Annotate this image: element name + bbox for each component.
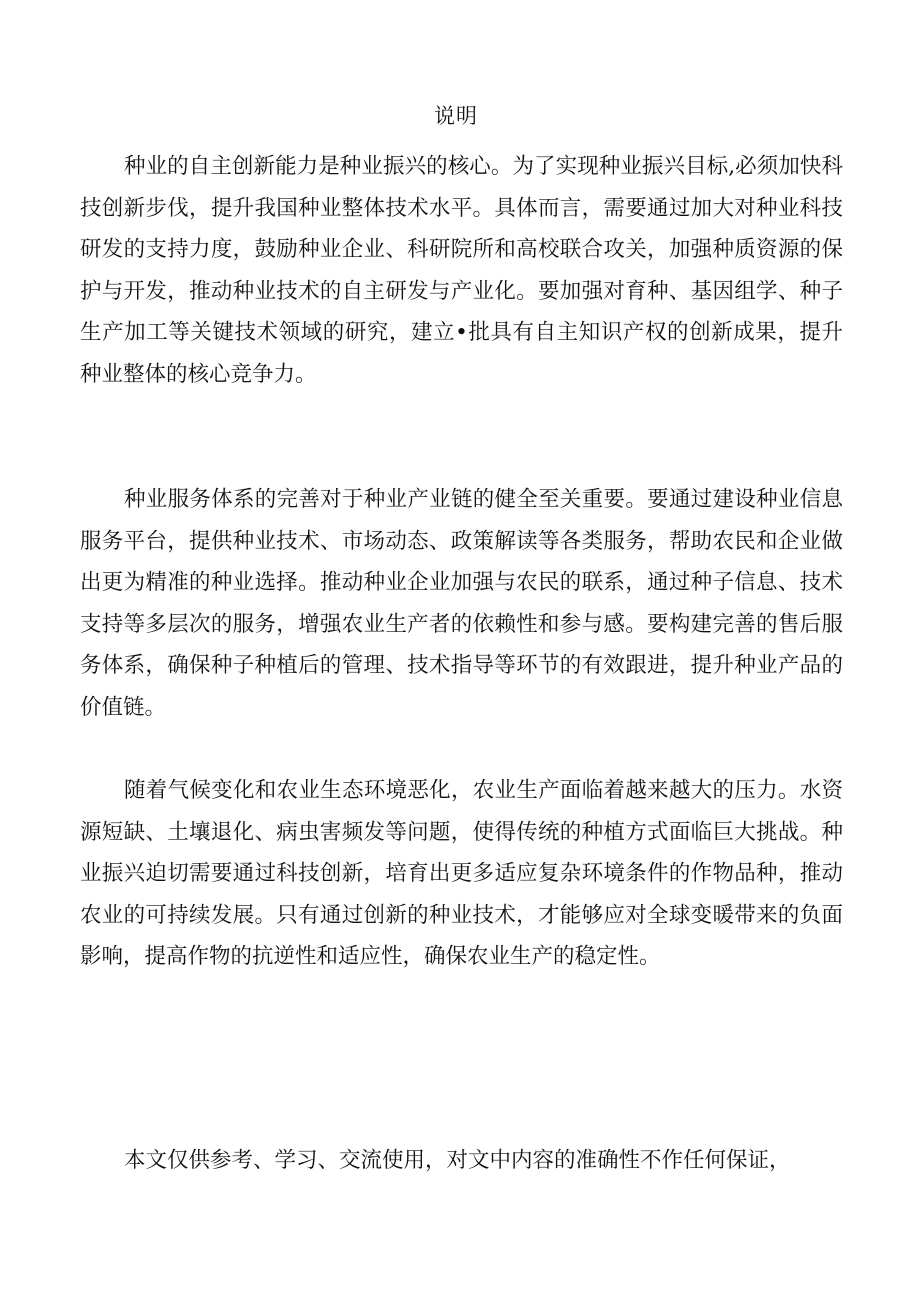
paragraph-service-system: 种业服务体系的完善对于种业产业链的健全至关重要。要通过建设种业信息服务平台，提供种业技术、市场动态、政策解读等各类服务，帮助农民和企业做出更为精准的种业选择。推动种业企业加强与农民的联系，通过种子信息、技术支持等多层次的服务，增强农业生产者的依赖性和参与感。要构建完善的售后服务体系，确保种子种植后的管理、技术指导等环节的有效跟进，提升种业产品的价值链。: [80, 487, 843, 720]
page-title: 说明: [434, 104, 478, 128]
paragraph-innovation: 种业的自主创新能力是种业振兴的核心。为了实现种业振兴目标,必须加快科技创新步伐，提升我国种业整体技术水平。具体而言，需要通过加大对种业科技研发的支持力度，鼓励种业企业、科研院所和高校联合攻关，加强种质资源的保护与开发，推动种业技术的自主研发与产业化。要加强对育种、基因组学、种子生产加工等关键技术领域的研究，建立•批具有自主知识产权的创新成果，提升种业整体的核心竞争力。: [80, 154, 843, 387]
paragraph-climate-pressure: 随着气候变化和农业生态环境恶化，农业生产面临着越来越大的压力。水资源短缺、土壤退化、病虫害频发等问题，使得传统的种植方式面临巨大挑战。种业振兴迫切需要通过科技创新，培育出更多适应复杂环境条件的作物品种，推动农业的可持续发展。只有通过创新的种业技术，才能够应对全球变暖带来的负面影响，提高作物的抗逆性和适应性，确保农业生产的稳定性。: [80, 778, 843, 969]
paragraph-disclaimer: 本文仅供参考、学习、交流使用，对文中内容的准确性不作任何保证，: [124, 1148, 791, 1173]
